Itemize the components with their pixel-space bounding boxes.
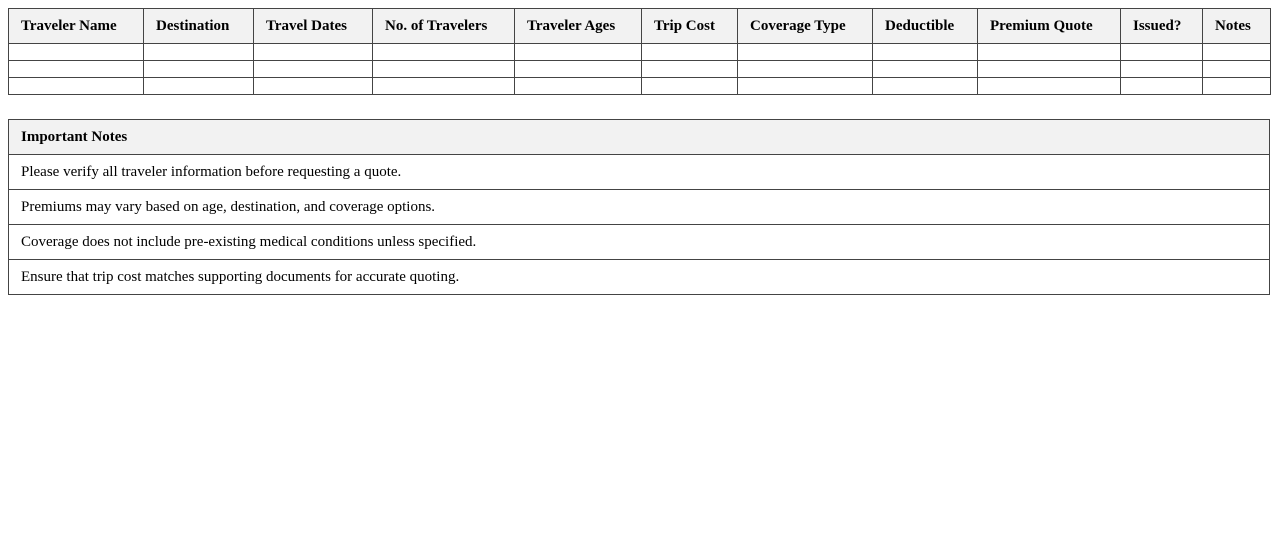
quote-table (8, 8, 1271, 95)
table-cell[interactable] (642, 44, 738, 61)
list-item (9, 190, 1270, 225)
table-cell[interactable] (9, 44, 144, 61)
table-cell[interactable] (144, 61, 254, 78)
table-cell[interactable] (738, 78, 873, 95)
quote-table-body (9, 44, 1271, 95)
table-cell[interactable] (978, 61, 1121, 78)
table-cell[interactable] (515, 61, 642, 78)
table-cell[interactable] (642, 78, 738, 95)
table-cell[interactable] (144, 44, 254, 61)
table-cell[interactable] (9, 61, 144, 78)
table-cell[interactable] (1203, 44, 1271, 61)
list-item (9, 225, 1270, 260)
table-cell[interactable] (1203, 78, 1271, 95)
column-header-notes: Notes (1203, 9, 1271, 44)
note-text: Premiums may vary based on age, destination, and coverage options. (9, 190, 1270, 225)
column-header-deductible: Deductible (873, 9, 978, 44)
table-cell[interactable] (9, 78, 144, 95)
list-item (9, 155, 1270, 190)
table-row (9, 44, 1271, 61)
column-header-no-of-travelers: No. of Travelers (373, 9, 515, 44)
table-cell[interactable] (373, 61, 515, 78)
table-cell[interactable] (978, 78, 1121, 95)
important-notes-table (8, 119, 1270, 295)
column-header-destination: Destination (144, 9, 254, 44)
table-cell[interactable] (1121, 61, 1203, 78)
notes-title: Important Notes (9, 120, 1270, 155)
notes-header-row (9, 120, 1270, 155)
note-text: Coverage does not include pre-existing medical conditions unless specified. (9, 225, 1270, 260)
note-text: Please verify all traveler information before requesting a quote. (9, 155, 1270, 190)
table-cell[interactable] (1121, 44, 1203, 61)
table-cell[interactable] (873, 78, 978, 95)
note-text: Ensure that trip cost matches supporting documents for accurate quoting. (9, 260, 1270, 295)
table-cell[interactable] (978, 44, 1121, 61)
column-header-travel-dates: Travel Dates (254, 9, 373, 44)
table-row (9, 78, 1271, 95)
list-item (9, 260, 1270, 295)
table-cell[interactable] (254, 78, 373, 95)
table-cell[interactable] (515, 78, 642, 95)
table-cell[interactable] (373, 44, 515, 61)
table-cell[interactable] (144, 78, 254, 95)
column-header-trip-cost: Trip Cost (642, 9, 738, 44)
table-cell[interactable] (1121, 78, 1203, 95)
column-header-coverage-type: Coverage Type (738, 9, 873, 44)
table-cell[interactable] (254, 44, 373, 61)
header-row (9, 9, 1271, 44)
table-cell[interactable] (373, 78, 515, 95)
table-cell[interactable] (515, 44, 642, 61)
table-cell[interactable] (738, 44, 873, 61)
column-header-issued: Issued? (1121, 9, 1203, 44)
column-header-traveler-ages: Traveler Ages (515, 9, 642, 44)
table-cell[interactable] (738, 61, 873, 78)
table-cell[interactable] (642, 61, 738, 78)
table-cell[interactable] (1203, 61, 1271, 78)
table-cell[interactable] (873, 44, 978, 61)
table-cell[interactable] (873, 61, 978, 78)
column-header-premium-quote: Premium Quote (978, 9, 1121, 44)
column-header-traveler-name: Traveler Name (9, 9, 144, 44)
table-cell[interactable] (254, 61, 373, 78)
table-row (9, 61, 1271, 78)
